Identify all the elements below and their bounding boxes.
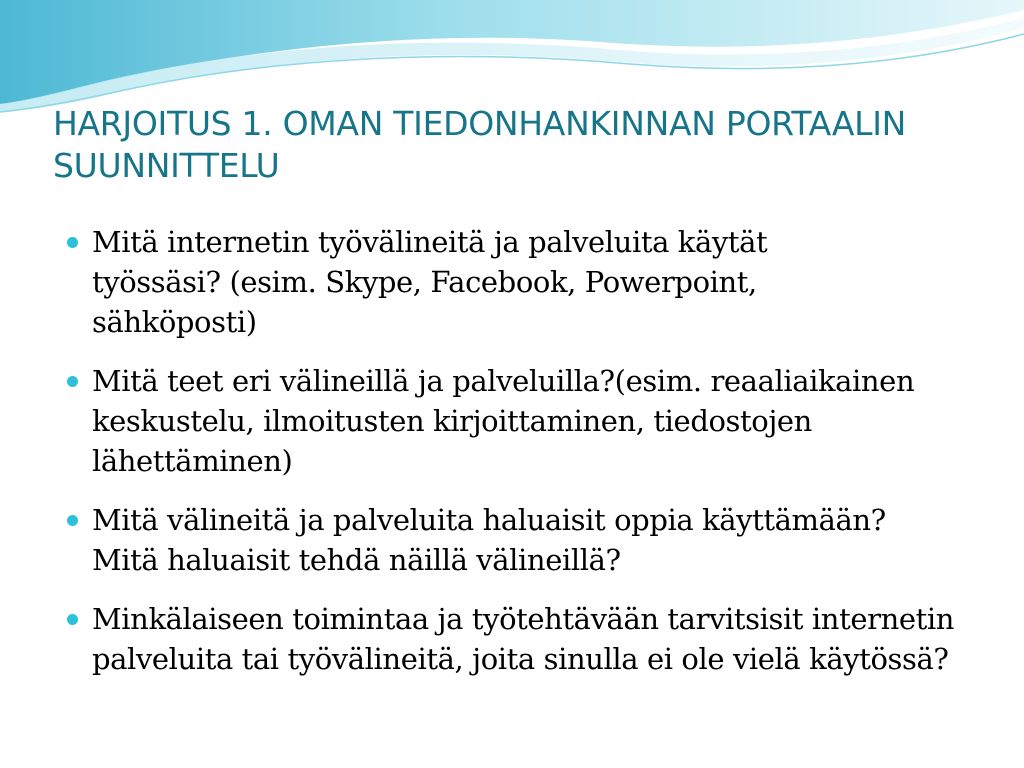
slide-title: HARJOITUS 1. OMAN TIEDONHANKINNAN PORTAALIN SUUNNITTELU [53,104,907,185]
bullet-icon [67,614,78,625]
bullet-item [92,500,902,580]
bullet-icon [67,515,78,526]
bullet-icon [67,237,78,248]
bullet-item [92,599,972,679]
bullet-text: Minkälaiseen toimintaa ja työtehtävään tarvitsisit internetin palveluita tai työvälineitä, joita sinulla ei ole vielä käytössä? [92,602,955,676]
bullet-text: Mitä välineitä ja palveluita haluaisit oppia käyttämään? Mitä haluaisit tehdä näillä välineillä? [92,503,886,577]
bullet-list [92,222,992,698]
bullet-icon [67,376,78,387]
bullet-text: Mitä internetin työvälineitä ja palveluita käytät työssäsi? (esim. Skype, Facebook, Powerpoint, sähköposti) [92,225,768,339]
bullet-text: Mitä teet eri välineillä ja palveluilla?(esim. reaaliaikainen keskustelu, ilmoitusten kirjoittaminen, tiedostojen lähettäminen) [92,364,915,478]
bullet-item [92,361,972,481]
bullet-item [92,222,882,342]
